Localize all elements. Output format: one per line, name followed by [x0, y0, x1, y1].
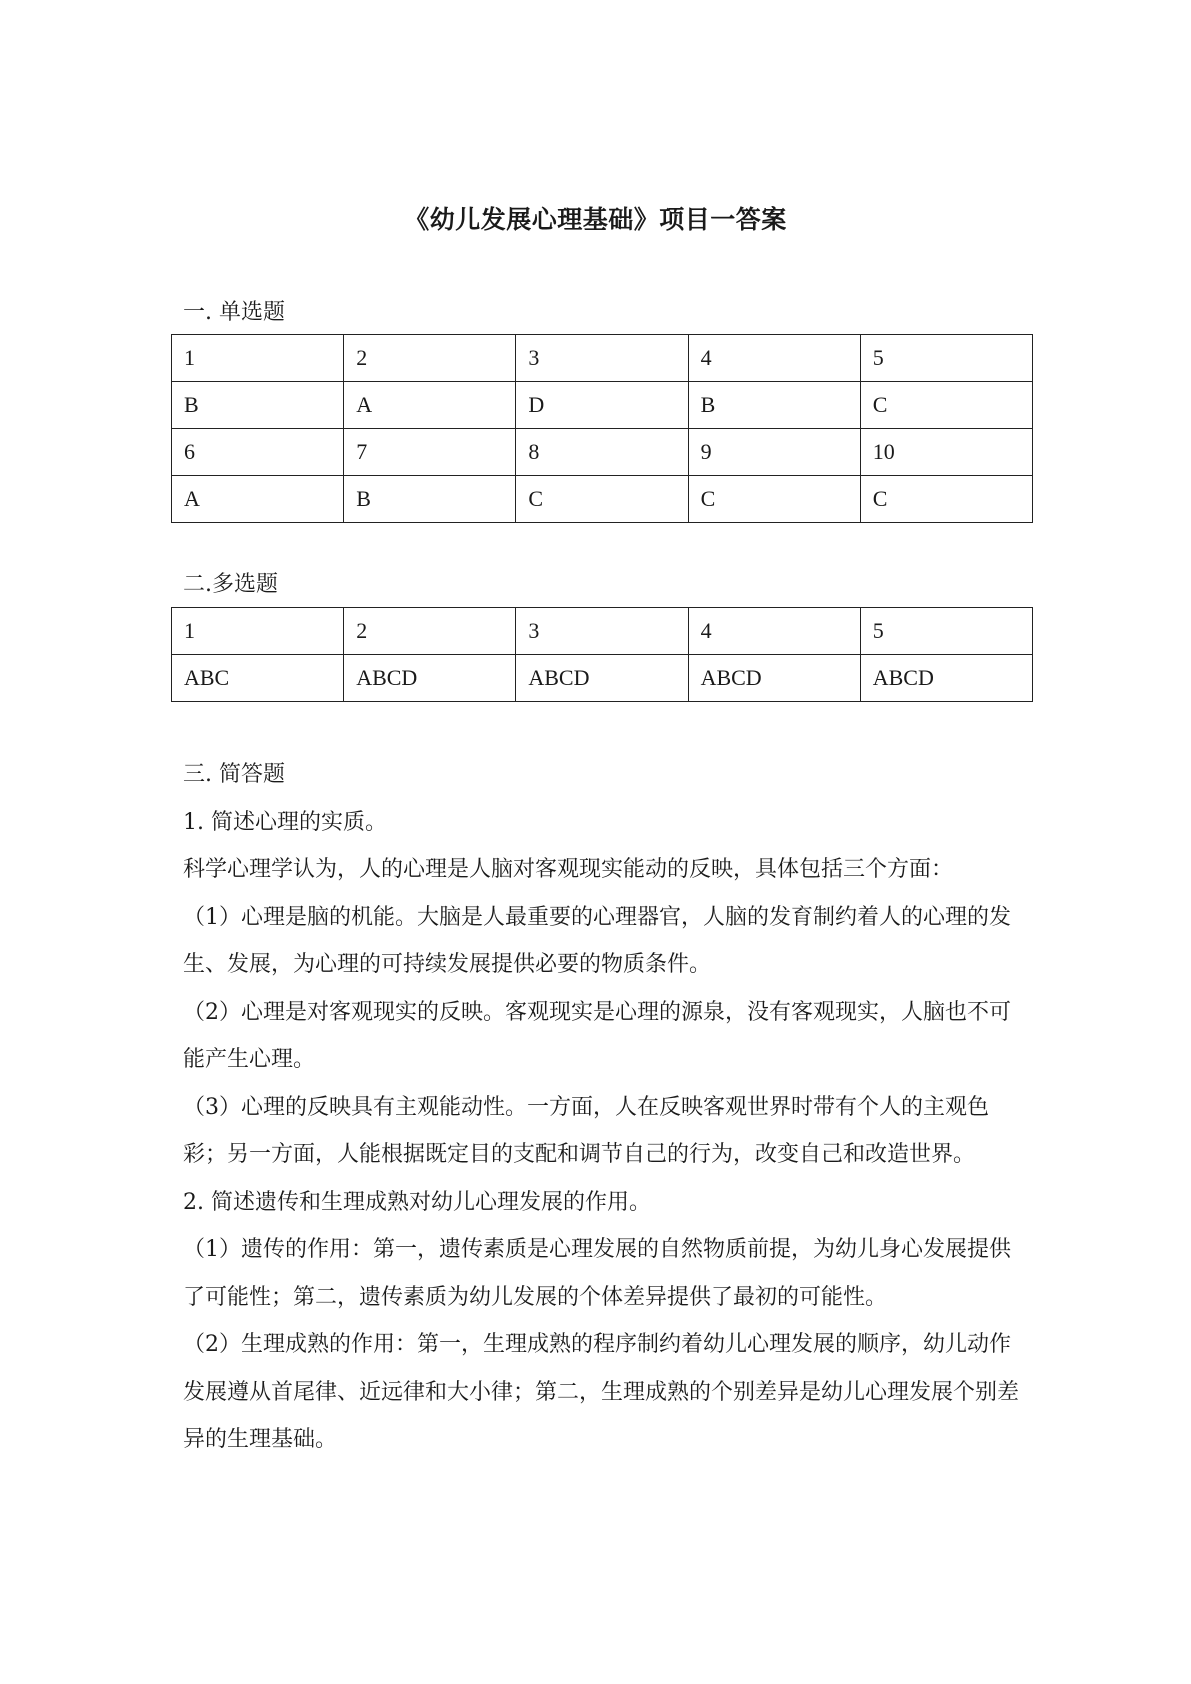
- answer-paragraph: （3）心理的反映具有主观能动性。一方面，人在反映客观世界时带有个人的主观色彩；另一方面，人能根据既定目的支配和调节自己的行为，改变自己和改造世界。: [183, 1094, 989, 1167]
- question-1-title: 1. 简述心理的实质。: [183, 809, 387, 835]
- section-heading-single-choice: 一. 单选题: [183, 300, 285, 325]
- table-row: [172, 476, 1033, 523]
- section-heading-short-answer: 三. 简答题: [183, 762, 285, 787]
- table-cell: 7: [344, 429, 516, 476]
- answer-paragraph: （1）心理是脑的机能。大脑是人最重要的心理器官，人脑的发育制约着人的心理的发生、发展，为心理的可持续发展提供必要的物质条件。: [183, 904, 1011, 977]
- table-cell: 1: [172, 608, 344, 655]
- table-cell: C: [860, 476, 1032, 523]
- table-cell: ABCD: [688, 655, 860, 702]
- table-row: [172, 335, 1033, 382]
- table-row: [172, 608, 1033, 655]
- multiple-choice-answer-table: [171, 607, 1033, 702]
- table-cell: 1: [172, 335, 344, 382]
- table-cell: 2: [344, 608, 516, 655]
- table-cell: 8: [516, 429, 688, 476]
- table-cell: ABCD: [860, 655, 1032, 702]
- table-cell: 9: [688, 429, 860, 476]
- document-title: 《幼儿发展心理基础》项目一答案: [404, 205, 787, 234]
- short-answer-section: [183, 751, 1023, 1464]
- table-cell: 4: [688, 335, 860, 382]
- table-cell: C: [860, 382, 1032, 429]
- table-cell: C: [688, 476, 860, 523]
- table-cell: ABCD: [516, 655, 688, 702]
- table-cell: 3: [516, 608, 688, 655]
- answer-paragraph: （1）遗传的作用：第一，遗传素质是心理发展的自然物质前提，为幼儿身心发展提供了可能性；第二，遗传素质为幼儿发展的个体差异提供了最初的可能性。: [183, 1237, 1011, 1310]
- table-cell: ABC: [172, 655, 344, 702]
- table-cell: C: [516, 476, 688, 523]
- table-cell: ABCD: [344, 655, 516, 702]
- table-cell: B: [688, 382, 860, 429]
- table-cell: 10: [860, 429, 1032, 476]
- table-cell: A: [172, 476, 344, 523]
- table-cell: 5: [860, 335, 1032, 382]
- answer-paragraph: 科学心理学认为，人的心理是人脑对客观现实能动的反映，具体包括三个方面：: [183, 857, 954, 882]
- table-cell: B: [344, 476, 516, 523]
- table-cell: 3: [516, 335, 688, 382]
- table-cell: 6: [172, 429, 344, 476]
- table-cell: A: [344, 382, 516, 429]
- section-heading-multiple-choice: 二.多选题: [183, 572, 278, 597]
- table-row: [172, 429, 1033, 476]
- single-choice-answer-table: [171, 334, 1033, 523]
- table-cell: 5: [860, 608, 1032, 655]
- table-cell: B: [172, 382, 344, 429]
- table-cell: D: [516, 382, 688, 429]
- answer-paragraph: （2）心理是对客观现实的反映。客观现实是心理的源泉，没有客观现实，人脑也不可能产生心理。: [183, 999, 1011, 1072]
- table-cell: 4: [688, 608, 860, 655]
- question-2-title: 2. 简述遗传和生理成熟对幼儿心理发展的作用。: [183, 1189, 651, 1215]
- table-cell: 2: [344, 335, 516, 382]
- table-row: [172, 655, 1033, 702]
- table-row: [172, 382, 1033, 429]
- answer-paragraph: （2）生理成熟的作用：第一，生理成熟的程序制约着幼儿心理发展的顺序，幼儿动作发展遵从首尾律、近远律和大小律；第二，生理成熟的个别差异是幼儿心理发展个别差异的生理基础。: [183, 1332, 1020, 1452]
